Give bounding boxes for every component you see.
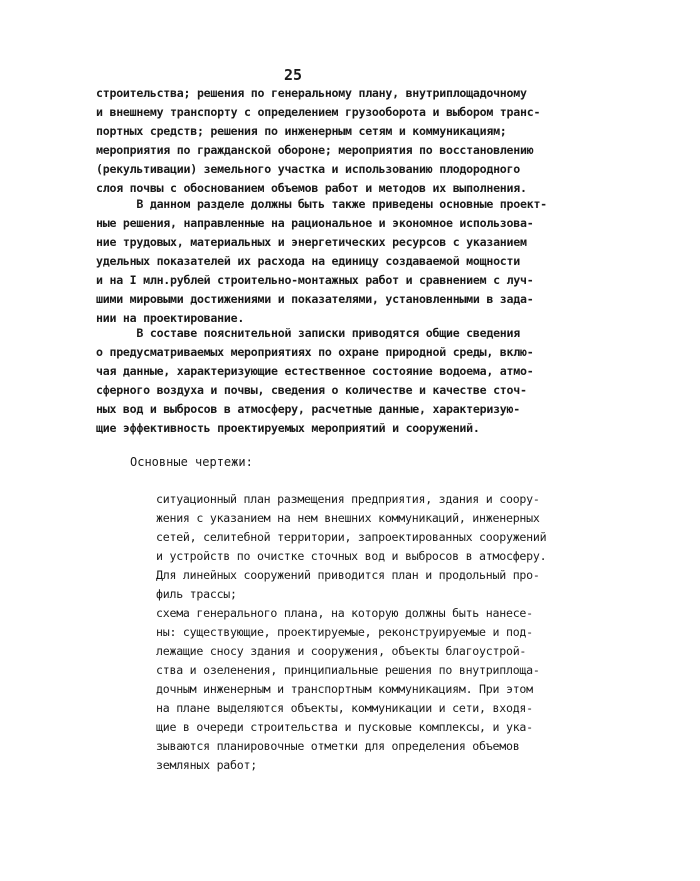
text-line: слоя почвы с обоснованием объемов работ и методов их выполнения.	[96, 181, 527, 195]
text-line: чая данные, характеризующие естественное состояние водоема, атмо-	[96, 364, 534, 378]
paragraph-environmental-protection	[96, 324, 596, 438]
text-line: (рекультивации) земельного участка и использованию плодородного	[96, 162, 520, 176]
text-line: лежащие сносу здания и сооружения, объекты благоустрой-	[156, 644, 527, 658]
text-line: сетей, селитебной территории, запроектированных сооружений	[156, 530, 547, 544]
text-line: щие в очереди строительства и пусковые комплексы, и ука-	[156, 720, 533, 734]
text-line: и внешнему транспорту с определением грузооборота и выбором транс-	[96, 105, 541, 119]
text-line: ства и озеленения, принципиальные решения по внутриплоща-	[156, 663, 540, 677]
paragraph-construction-solutions	[96, 84, 596, 198]
text-line: В составе пояснительной записки приводятся общие сведения	[96, 326, 520, 340]
text-line: зываются планировочные отметки для определения объемов	[156, 739, 520, 753]
text-line: на плане выделяются объекты, коммуникации и сети, входя-	[156, 701, 533, 715]
text-line: нии на проектирование.	[96, 311, 245, 325]
list-item-general-plan-scheme	[156, 604, 596, 775]
text-line: и на I млн.рублей строительно-монтажных работ и сравнением с луч-	[96, 273, 534, 287]
text-line: сферного воздуха и почвы, сведения о количестве и качестве сточ-	[96, 383, 527, 397]
paragraph-design-decisions	[96, 195, 596, 328]
text-line: ситуационный план размещения предприятия, здания и соору-	[156, 492, 540, 506]
text-line: дочным инженерным и транспортным коммуникациям. При этом	[156, 682, 533, 696]
text-line: схема генерального плана, на которую должны быть нанесе-	[156, 606, 533, 620]
text-line: филь трассы;	[156, 587, 237, 601]
text-line: ны: существующие, проектируемые, реконструируемые и под-	[156, 625, 533, 639]
section-heading: Основные чертежи:	[130, 455, 253, 469]
text-line: ных вод и выбросов в атмосферу, расчетные данные, характеризую-	[96, 402, 520, 416]
list-item-situational-plan	[156, 490, 596, 604]
text-line: щие эффективность проектируемых мероприятий и сооружений.	[96, 421, 480, 435]
text-line: о предусматриваемых мероприятиях по охране природной среды, вклю-	[96, 345, 534, 359]
text-line: мероприятия по гражданской обороне; мероприятия по восстановлению	[96, 143, 534, 157]
text-line: жения с указанием на нем внешних коммуникаций, инженерных	[156, 511, 540, 525]
text-line: ние трудовых, материальных и энергетических ресурсов с указанием	[96, 235, 527, 249]
text-line: удельных показателей их расхода на единицу создаваемой мощности	[96, 254, 520, 268]
text-line: Для линейных сооружений приводится план и продольный про-	[156, 568, 540, 582]
text-line: и устройств по очистке сточных вод и выбросов в атмосферу.	[156, 549, 547, 563]
text-line: шими мировыми достижениями и показателями, установленными в зада-	[96, 292, 534, 306]
text-line: портных средств; решения по инженерным сетям и коммуникациям;	[96, 124, 507, 138]
text-line: В данном разделе должны быть также приведены основные проект-	[96, 197, 547, 211]
page-number: 25	[283, 66, 303, 84]
text-line: земляных работ;	[156, 758, 257, 772]
text-line: ные решения, направленные на рациональное и экономное использова-	[96, 216, 534, 230]
text-line: строительства; решения по генеральному плану, внутриплощадочному	[96, 86, 527, 100]
